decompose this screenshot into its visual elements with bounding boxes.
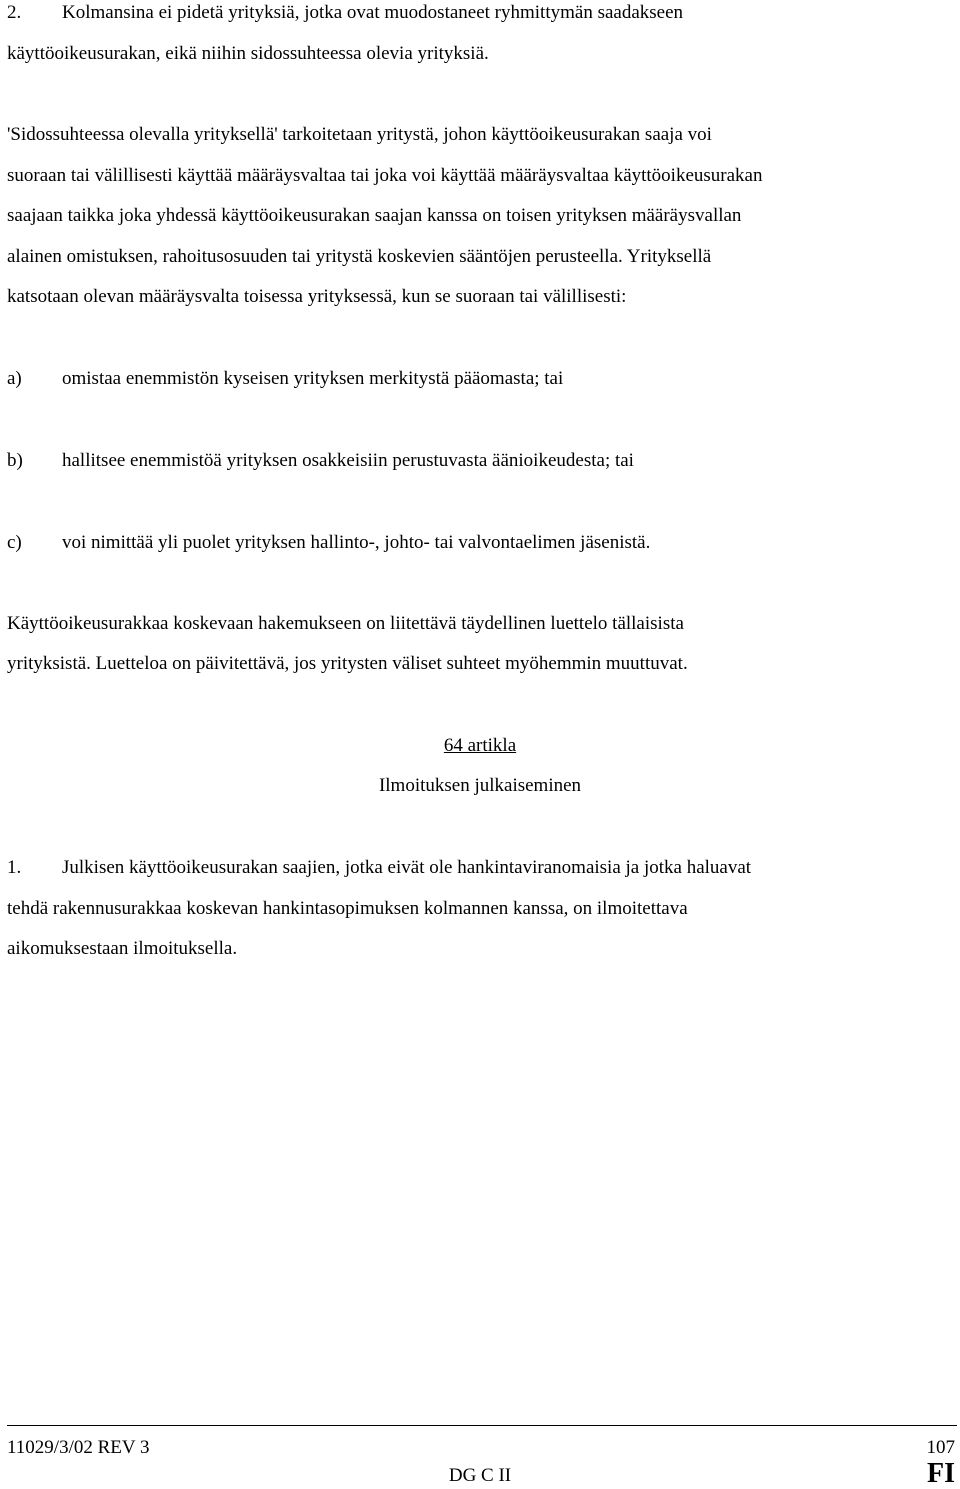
paragraph-line: yrityksistä. Luetteloa on päivitettävä, jos yritysten väliset suhteet myöhemmin muuttuvat.: [7, 653, 688, 674]
list-item-label: c): [7, 532, 22, 553]
article-number-text: 64 artikla: [443, 735, 517, 756]
article-title: Ilmoituksen julkaiseminen: [378, 775, 582, 796]
item-number: 2.: [7, 2, 22, 23]
paragraph-line: saajaan taikka joka yhdessä käyttöoikeusurakan saajan kanssa on toisen yrityksen määräysvallan: [7, 205, 742, 226]
page-number: 107: [926, 1437, 955, 1458]
list-item-text: hallitsee enemmistöä yrityksen osakkeisiin perustuvasta äänioikeudesta; tai: [62, 450, 634, 471]
paragraph-line: tehdä rakennusurakkaa koskevan hankintasopimuksen kolmannen kanssa, on ilmoitettava: [7, 898, 688, 919]
footer-divider: [7, 1425, 957, 1426]
list-item-text: omistaa enemmistön kyseisen yrityksen merkitystä pääomasta; tai: [62, 368, 564, 389]
paragraph-line: suoraan tai välillisesti käyttää määräysvaltaa tai joka voi käyttää määräysvaltaa käyttöoikeusurakan: [7, 165, 763, 186]
paragraph-line: 'Sidossuhteessa olevalla yrityksellä' tarkoitetaan yritystä, johon käyttöoikeusurakan saaja voi: [7, 124, 712, 145]
department-code: DG C II: [448, 1465, 512, 1486]
item-number: 1.: [7, 857, 22, 878]
list-item-label: b): [7, 450, 23, 471]
paragraph-line: Käyttöoikeusurakkaa koskevaan hakemukseen on liitettävä täydellinen luettelo tällaisista: [7, 613, 684, 634]
document-reference: 11029/3/02 REV 3: [7, 1437, 150, 1458]
paragraph-line: Julkisen käyttöoikeusurakan saajien, jotka eivät ole hankintaviranomaisia ja jotka haluavat: [62, 857, 752, 878]
article-number: [0, 735, 960, 757]
paragraph-line: alainen omistuksen, rahoitusosuuden tai yritystä koskevien sääntöjen perusteella. Yrityksellä: [7, 246, 712, 267]
list-item-text: voi nimittää yli puolet yrityksen hallinto-, johto- tai valvontaelimen jäsenistä.: [62, 532, 651, 553]
paragraph-line: käyttöoikeusurakan, eikä niihin sidossuhteessa olevia yrityksiä.: [7, 43, 489, 64]
list-item-label: a): [7, 368, 22, 389]
paragraph-line: katsotaan olevan määräysvalta toisessa yrityksessä, kun se suoraan tai välillisesti:: [7, 286, 627, 307]
paragraph-line: Kolmansina ei pidetä yrityksiä, jotka ovat muodostaneet ryhmittymän saadakseen: [62, 2, 684, 23]
language-code: FI: [927, 1458, 955, 1489]
paragraph-line: aikomuksestaan ilmoituksella.: [7, 938, 238, 959]
